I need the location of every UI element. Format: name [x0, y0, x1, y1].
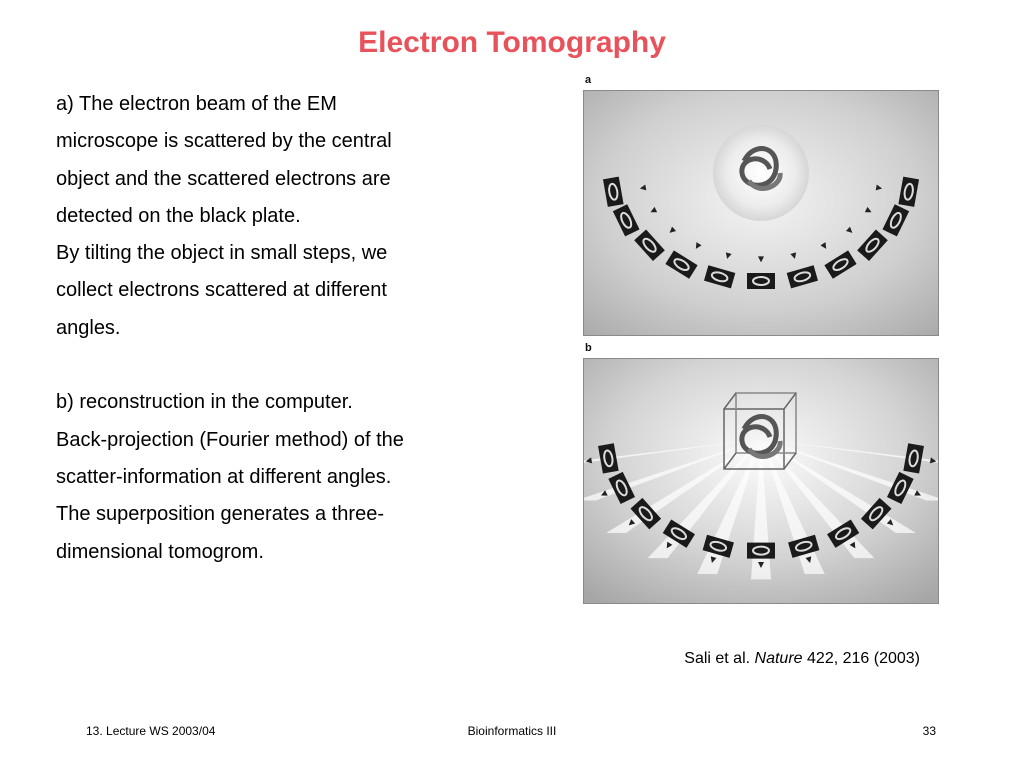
panel-a-label: a — [585, 74, 592, 86]
detector-plate — [747, 273, 775, 289]
body-line: object and the scattered electrons are — [56, 167, 391, 190]
body-line: microscope is scattered by the central — [56, 130, 392, 153]
footer-lecture: 13. Lecture WS 2003/04 — [86, 724, 216, 738]
body-line: a) The electron beam of the EM — [56, 93, 337, 115]
figure-panel-b — [583, 358, 939, 604]
citation-authors: Sali et al. — [684, 650, 751, 667]
body-line: Back-projection (Fourier method) of the — [56, 428, 404, 451]
body-line: The superposition generates a three- — [56, 503, 384, 526]
body-text — [56, 86, 526, 571]
panel-b-label: b — [585, 342, 592, 354]
body-line: b) reconstruction in the computer. — [56, 391, 353, 414]
paragraph-gap — [56, 347, 526, 384]
citation — [560, 650, 920, 668]
body-line: dimensional tomogrom. — [56, 540, 264, 563]
citation-journal: Nature — [754, 650, 803, 667]
figure-panel-a — [583, 90, 939, 336]
panel-b-illustration — [584, 359, 938, 603]
body-line: scatter-information at different angles. — [56, 465, 392, 488]
footer-course: Bioinformatics III — [467, 724, 557, 738]
body-line: detected on the black plate. — [56, 204, 301, 227]
body-line: collect electrons scattered at different — [56, 279, 387, 302]
footer-page-number: 33 — [922, 724, 936, 738]
object-glow — [713, 125, 809, 221]
detector-plate — [747, 543, 775, 559]
body-line: By tilting the object in small steps, we — [56, 242, 388, 265]
panel-a-illustration — [584, 91, 938, 335]
citation-details: 422, 216 (2003) — [807, 650, 920, 667]
body-line: angles. — [56, 316, 121, 339]
slide-title: Electron Tomography — [358, 26, 666, 59]
